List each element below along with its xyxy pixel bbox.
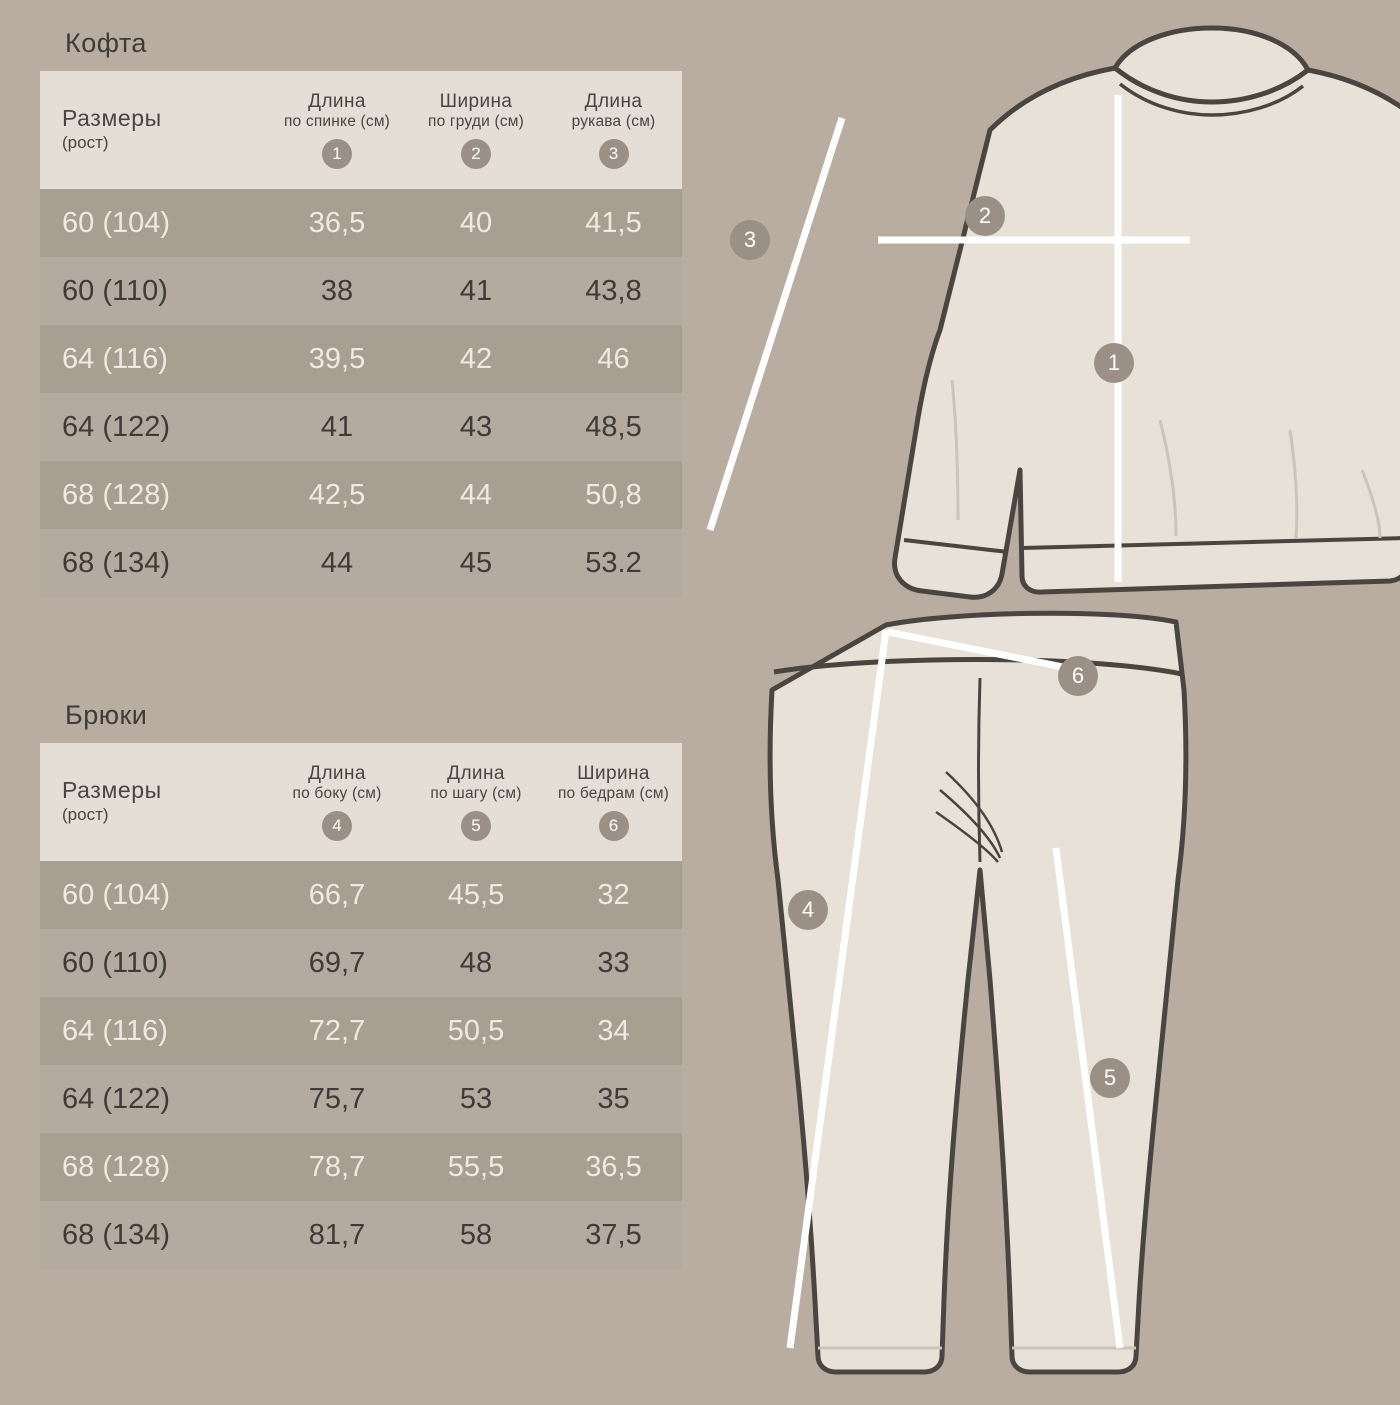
- row-value-1: 42,5: [267, 461, 407, 529]
- row-value-2: 44: [407, 461, 545, 529]
- row-value-2: 50,5: [407, 997, 545, 1065]
- table-row: [40, 929, 682, 997]
- badge-3: 3: [599, 139, 629, 169]
- header-sizes-title: Размеры: [62, 105, 162, 132]
- row-value-2: 58: [407, 1201, 545, 1269]
- header-col-2: [407, 71, 545, 189]
- header-col-5-line2: по шагу (см): [430, 785, 522, 803]
- row-value-1: 41: [267, 393, 407, 461]
- header-sizes-subtitle: (рост): [62, 132, 109, 152]
- marker-3: 3: [730, 220, 770, 260]
- marker-4: 4: [788, 890, 828, 930]
- bryuki-table-block: [40, 700, 670, 1269]
- bryuki-table-body: [40, 861, 682, 1269]
- row-value-1: 39,5: [267, 325, 407, 393]
- table-row: [40, 393, 682, 461]
- kofta-size-table: [40, 71, 682, 597]
- row-value-2: 45: [407, 529, 545, 597]
- badge-6: 6: [599, 811, 629, 841]
- row-size: 60 (110): [40, 257, 267, 325]
- table-row: [40, 461, 682, 529]
- row-value-1: 38: [267, 257, 407, 325]
- row-size: 60 (104): [40, 189, 267, 257]
- row-size: 60 (104): [40, 861, 267, 929]
- header-sizes: [40, 743, 267, 861]
- header-col-2-line1: Ширина: [439, 91, 513, 113]
- header-col-5-line1: Длина: [447, 763, 505, 785]
- row-value-3: 48,5: [545, 393, 682, 461]
- row-value-2: 55,5: [407, 1133, 545, 1201]
- row-value-3: 33: [545, 929, 682, 997]
- table-row: [40, 1201, 682, 1269]
- header-col-3-line1: Длина: [584, 91, 643, 113]
- header-col-6-line2: по бедрам (см): [557, 785, 670, 803]
- row-size: 64 (122): [40, 393, 267, 461]
- row-value-2: 40: [407, 189, 545, 257]
- trousers-drawing: [770, 613, 1186, 1372]
- table-row: [40, 861, 682, 929]
- kofta-table-block: [40, 28, 660, 597]
- row-size: 68 (134): [40, 529, 267, 597]
- row-value-1: 75,7: [267, 1065, 407, 1133]
- row-value-1: 66,7: [267, 861, 407, 929]
- header-col-1: [267, 71, 407, 189]
- table-header-row: [40, 71, 682, 189]
- row-value-1: 78,7: [267, 1133, 407, 1201]
- table-row: [40, 997, 682, 1065]
- header-col-6: [545, 743, 682, 861]
- badge-5: 5: [461, 811, 491, 841]
- table-header-row: [40, 743, 682, 861]
- row-value-2: 53: [407, 1065, 545, 1133]
- header-col-4-line1: Длина: [308, 763, 366, 785]
- row-value-1: 44: [267, 529, 407, 597]
- marker-1: 1: [1094, 343, 1134, 383]
- row-value-3: 53.2: [545, 529, 682, 597]
- row-value-2: 41: [407, 257, 545, 325]
- row-size: 68 (128): [40, 461, 267, 529]
- row-value-1: 69,7: [267, 929, 407, 997]
- table-row: [40, 1065, 682, 1133]
- sweatshirt-drawing: [895, 28, 1400, 597]
- bryuki-table-head: [40, 743, 682, 861]
- row-value-3: 35: [545, 1065, 682, 1133]
- row-value-1: 36,5: [267, 189, 407, 257]
- measure-line-3: [710, 118, 842, 530]
- row-value-3: 32: [545, 861, 682, 929]
- table-row: [40, 257, 682, 325]
- header-sizes-subtitle: (рост): [62, 804, 109, 824]
- row-value-3: 41,5: [545, 189, 682, 257]
- row-value-2: 45,5: [407, 861, 545, 929]
- row-value-1: 72,7: [267, 997, 407, 1065]
- row-value-2: 48: [407, 929, 545, 997]
- row-value-2: 43: [407, 393, 545, 461]
- table-row: [40, 1133, 682, 1201]
- header-col-1-line1: Длина: [308, 91, 366, 113]
- header-col-4: [267, 743, 407, 861]
- row-value-3: 37,5: [545, 1201, 682, 1269]
- kofta-table-head: [40, 71, 682, 189]
- garment-illustration: [690, 0, 1400, 1400]
- row-value-3: 36,5: [545, 1133, 682, 1201]
- badge-1: 1: [322, 139, 352, 169]
- header-col-2-line2: по груди (см): [428, 113, 524, 131]
- row-value-1: 81,7: [267, 1201, 407, 1269]
- row-value-3: 43,8: [545, 257, 682, 325]
- table-row: [40, 529, 682, 597]
- header-col-3-line2: рукава (см): [571, 113, 656, 131]
- marker-5: 5: [1090, 1058, 1130, 1098]
- header-col-1-line2: по спинке (см): [283, 113, 391, 131]
- row-value-3: 46: [545, 325, 682, 393]
- table-row: [40, 325, 682, 393]
- row-value-2: 42: [407, 325, 545, 393]
- kofta-table-body: [40, 189, 682, 597]
- bryuki-size-table: [40, 743, 682, 1269]
- row-size: 64 (116): [40, 325, 267, 393]
- kofta-table-caption: Кофта: [65, 28, 147, 58]
- bryuki-table-caption: Брюки: [65, 700, 148, 730]
- header-col-3: [545, 71, 682, 189]
- badge-2: 2: [461, 139, 491, 169]
- header-col-4-line2: по боку (см): [292, 785, 382, 803]
- garment-svg: [690, 0, 1400, 1400]
- row-size: 64 (122): [40, 1065, 267, 1133]
- header-col-5: [407, 743, 545, 861]
- row-value-3: 50,8: [545, 461, 682, 529]
- row-size: 64 (116): [40, 997, 267, 1065]
- header-col-6-line1: Ширина: [577, 763, 650, 785]
- marker-2: 2: [965, 196, 1005, 236]
- row-size: 60 (110): [40, 929, 267, 997]
- marker-6: 6: [1058, 656, 1098, 696]
- header-sizes: [40, 71, 267, 189]
- row-size: 68 (134): [40, 1201, 267, 1269]
- badge-4: 4: [322, 811, 352, 841]
- table-row: [40, 189, 682, 257]
- row-value-3: 34: [545, 997, 682, 1065]
- header-sizes-title: Размеры: [62, 777, 162, 804]
- row-size: 68 (128): [40, 1133, 267, 1201]
